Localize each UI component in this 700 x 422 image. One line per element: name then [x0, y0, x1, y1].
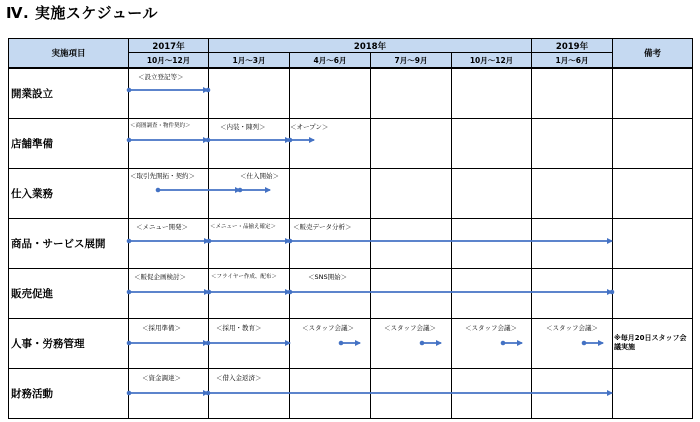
- header-year-2017: 2017年: [128, 38, 209, 53]
- task-annotation: ＜採用準備＞: [142, 324, 181, 332]
- schedule-dot: [206, 88, 211, 93]
- schedule-dot: [206, 391, 211, 396]
- row-label: 仕入業務: [11, 187, 53, 200]
- task-annotation: ＜メニュー開発＞: [136, 223, 188, 231]
- row-label: 店舗準備: [11, 137, 53, 150]
- row-note: ※毎月20日スタッフ会議実施: [614, 334, 687, 351]
- schedule-dot: [156, 188, 161, 193]
- task-annotation: ＜スタッフ会議＞: [384, 324, 436, 332]
- row-label: 販売促進: [11, 287, 53, 300]
- schedule-dot: [420, 341, 425, 346]
- task-annotation: ＜SNS開始＞: [308, 273, 348, 281]
- header-period: 10月～12月: [451, 52, 532, 68]
- schedule-dot: [582, 341, 587, 346]
- task-annotation: ＜スタッフ会議＞: [465, 324, 517, 332]
- header-item-cell: 実施項目: [8, 38, 129, 68]
- header-period: 1月～3月: [208, 52, 290, 68]
- task-annotation: ＜借入金返済＞: [216, 374, 262, 382]
- task-annotation: ＜資金調達＞: [142, 374, 181, 382]
- task-annotation: ＜スタッフ会議＞: [302, 324, 354, 332]
- schedule-dot: [238, 188, 243, 193]
- task-annotation: ＜メニュー・品揃え確定＞: [210, 224, 277, 230]
- task-annotation: ＜設立登記等＞: [138, 73, 184, 81]
- header-period: 4月～6月: [289, 52, 371, 68]
- row-label: 商品・サービス展開: [11, 237, 106, 250]
- row-label: 財務活動: [11, 388, 53, 400]
- task-annotation: ＜採用・教育＞: [216, 324, 262, 332]
- schedule-dot: [207, 290, 212, 295]
- schedule-dot: [207, 239, 212, 244]
- task-annotation: ＜仕入開始＞: [240, 172, 279, 180]
- header-year-2018: 2018年: [208, 38, 532, 53]
- row-label: 人事・労務管理: [11, 337, 85, 350]
- schedule-dot: [288, 239, 293, 244]
- header-notes-cell: 備考: [612, 38, 693, 68]
- task-annotation: ＜オープン＞: [290, 123, 329, 131]
- task-annotation: ＜スタッフ会議＞: [546, 324, 598, 332]
- task-annotation: ＜取引先開拓・契約＞: [130, 172, 195, 180]
- header-period: 1月～6月: [531, 52, 613, 68]
- schedule-dot: [288, 138, 293, 143]
- header-period: 7月～9月: [370, 52, 452, 68]
- task-annotation: ＜フライヤー作成、配布＞: [211, 274, 277, 280]
- task-annotation: ＜内装・陳列＞: [220, 123, 266, 131]
- schedule-dot: [339, 341, 344, 346]
- schedule-dot: [206, 138, 211, 143]
- task-annotation: ＜販促企画検討＞: [134, 273, 186, 281]
- schedule-dot: [288, 290, 293, 295]
- header-period: 10月～12月: [128, 52, 209, 68]
- task-annotation: ＜商圏調査・物件契約＞: [130, 123, 191, 129]
- header-year-2019: 2019年: [531, 38, 613, 53]
- schedule-table: [8, 38, 693, 419]
- page-title: Ⅳ. 実施スケジュール: [6, 4, 159, 22]
- task-annotation: ＜販売データ分析＞: [293, 223, 352, 231]
- schedule-dot: [610, 290, 615, 295]
- schedule-dot: [501, 341, 506, 346]
- schedule-dot: [206, 341, 211, 346]
- row-label: 開業設立: [11, 87, 53, 100]
